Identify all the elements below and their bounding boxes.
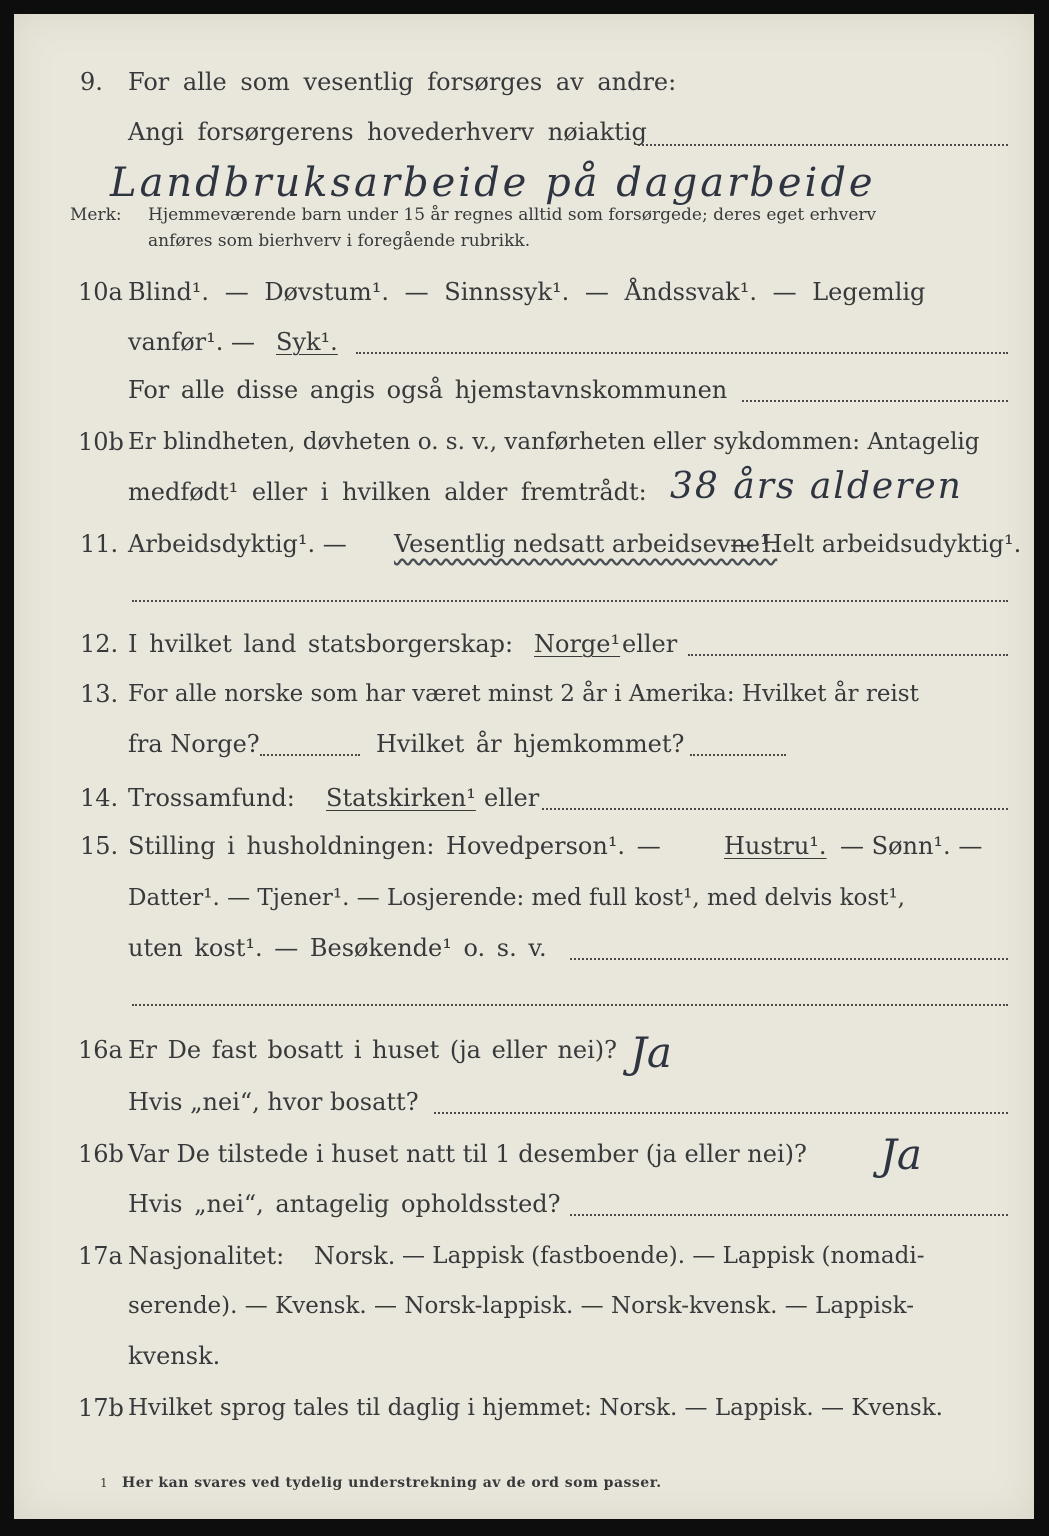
question-number-15: 15. <box>80 832 119 860</box>
q14-text: Trossamfund: <box>128 784 295 812</box>
footnote-text: Her kan svares ved tydelig understrekning av de ord som passer. <box>122 1475 662 1491</box>
q11-part2-underlined: Vesentlig nedsatt arbeidsevne¹. <box>394 530 778 558</box>
q17a-norsk-marked: Norsk. <box>314 1242 396 1270</box>
question-number-12: 12. <box>80 630 119 658</box>
footnote-mark: 1 <box>100 1476 108 1490</box>
q9-line2: Angi forsørgerens hovederhverv nøiaktig <box>128 118 647 146</box>
dotted-fill-line <box>542 808 1008 810</box>
dotted-fill-line <box>690 754 786 756</box>
q10a-line1: Blind¹. — Døvstum¹. — Sinnssyk¹. — Åndssvak¹. — Legemlig <box>128 278 926 306</box>
q10a-line2a: vanfør¹. — <box>128 328 256 356</box>
dotted-fill-line <box>742 400 1008 402</box>
question-number-17b: 17b <box>78 1394 124 1422</box>
q15-line2: Datter¹. — Tjener¹. — Losjerende: med full kost¹, med delvis kost¹, <box>128 885 905 911</box>
q15-line3: uten kost¹. — Besøkende¹ o. s. v. <box>128 934 547 962</box>
q9-handwritten-answer: Landbruksarbeide på dagarbeide <box>110 160 876 206</box>
merk-line1: Hjemmeværende barn under 15 år regnes alltid som forsørgede; deres eget erhverv <box>148 205 877 225</box>
question-number-9: 9. <box>80 68 103 96</box>
q16b-line2: Hvis „nei“, antagelig opholdssted? <box>128 1190 561 1218</box>
dotted-fill-line <box>434 1112 1008 1114</box>
dotted-fill-line <box>638 144 1008 146</box>
question-number-16b: 16b <box>78 1140 124 1168</box>
q11-part1: Arbeidsdyktig¹. — <box>128 530 347 558</box>
q16a-line1: Er De fast bosatt i huset (ja eller nei)? <box>128 1036 618 1064</box>
question-number-10a: 10a <box>78 278 123 306</box>
q12-eller: eller <box>622 630 678 658</box>
merk-label: Merk: <box>70 205 122 225</box>
q17a-line1a: Nasjonalitet: <box>128 1242 285 1270</box>
q16a-line2: Hvis „nei“, hvor bosatt? <box>128 1088 419 1116</box>
q12-text: I hvilket land statsborgerskap: <box>128 630 514 658</box>
q16b-line1: Var De tilstede i huset natt til 1 desember (ja eller nei)? <box>128 1140 807 1168</box>
q10a-syk-underlined: Syk¹. <box>276 328 338 356</box>
q13-line2b: Hvilket år hjemkommet? <box>376 730 685 758</box>
q16b-handwritten-answer: Ja <box>880 1130 922 1179</box>
q15-hustru-underlined: Hustru¹. <box>724 832 827 860</box>
q11-part3: — Helt arbeidsudyktig¹. <box>730 530 1022 558</box>
census-form-page <box>14 14 1034 1519</box>
q10a-line3: For alle disse angis også hjemstavnskommunen <box>128 376 728 404</box>
q15-line1a: Stilling i husholdningen: Hovedperson¹. — <box>128 832 661 860</box>
q17b-line1: Hvilket sprog tales til daglig i hjemmet: Norsk. — Lappisk. — Kvensk. <box>128 1395 943 1421</box>
q14-statskirken-underlined: Statskirken¹ <box>326 784 476 812</box>
q9-line1: For alle som vesentlig forsørges av andre: <box>128 68 677 96</box>
q10b-line1: Er blindheten, døvheten o. s. v., vanførheten eller sykdommen: Antagelig <box>128 429 980 455</box>
q13-line1: For alle norske som har været minst 2 år i Amerika: Hvilket år reist <box>128 681 919 707</box>
dotted-fill-line <box>570 1214 1008 1216</box>
q15-line1c: — Sønn¹. — <box>840 832 983 860</box>
dotted-fill-line <box>132 1004 1008 1006</box>
q10b-handwritten-answer: 38 års alderen <box>670 466 963 507</box>
q13-line2a: fra Norge? <box>128 730 260 758</box>
q12-norge-underlined: Norge¹ <box>534 630 621 658</box>
dotted-fill-line <box>570 958 1008 960</box>
dotted-fill-line <box>688 654 1008 656</box>
dotted-fill-line <box>132 600 1008 602</box>
question-number-17a: 17a <box>78 1242 123 1270</box>
question-number-14: 14. <box>80 784 119 812</box>
q17a-line2: serende). — Kvensk. — Norsk-lappisk. — Norsk-kvensk. — Lappisk- <box>128 1293 914 1319</box>
q16a-handwritten-answer: Ja <box>630 1028 672 1077</box>
q17a-line3: kvensk. <box>128 1342 221 1370</box>
q10b-line2: medfødt¹ eller i hvilken alder fremtrådt: <box>128 478 647 506</box>
dotted-fill-line <box>260 754 360 756</box>
question-number-11: 11. <box>80 530 119 558</box>
q14-eller: eller <box>484 784 540 812</box>
question-number-13: 13. <box>80 680 119 708</box>
dotted-fill-line <box>356 352 1008 354</box>
question-number-10b: 10b <box>78 428 124 456</box>
question-number-16a: 16a <box>78 1036 123 1064</box>
merk-line2: anføres som bierhverv i foregående rubrikk. <box>148 231 531 251</box>
q17a-line1c: — Lappisk (fastboende). — Lappisk (nomadi- <box>402 1243 925 1269</box>
